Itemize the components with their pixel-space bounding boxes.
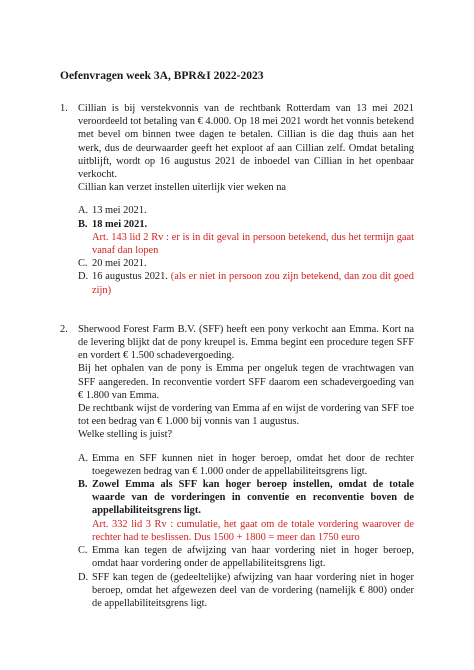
option-letter: C. <box>78 258 88 270</box>
question-prompt: Welke stelling is juist? <box>78 429 173 441</box>
question-number: 2. <box>60 323 68 335</box>
option-text: 18 mei 2021. <box>92 218 148 230</box>
question-text: Sherwood Forest Farm B.V. (SFF) heeft een pony verkocht aan Emma. Kort na de levering blijkt dat de pony kreupel is. Emma begint een procedure tegen SFF en vordert € 1.500 schadevergoeding. <box>78 323 414 362</box>
option-letter: B. <box>78 218 88 230</box>
option-text: Emma en SFF kunnen niet in hoger beroep, omdat het door de rechter toegewezen bedrag van € 1.000 onder de appellabiliteitsgrens ligt. <box>92 452 414 477</box>
option-content <box>92 270 414 296</box>
question-prompt: Cillian kan verzet instellen uiterlijk vier weken na <box>78 182 287 194</box>
question-1 <box>60 102 414 297</box>
answer-explanation: Art. 332 lid 3 Rv : cumulatie, het gaat om de totale vordering waarover de rechter had te beslissen. Dus 1500 + 1800 = meer dan 1750 euro <box>92 518 414 543</box>
option-c <box>78 257 414 270</box>
option-letter: A. <box>78 452 89 464</box>
question-2 <box>60 323 414 610</box>
option-note: (als er niet in persoon zou zijn betekend, dan zou dit goed zijn) <box>92 271 414 296</box>
option-text: 16 augustus 2021. <box>92 271 168 283</box>
option-text: SFF kan tegen de (gedeeltelijke) afwijzing van haar vordering niet in hoger beroep, omdat het afgewezen deel van de vordering (namelijk € 800) onder de appellabiliteitsgrens ligt. <box>92 571 414 609</box>
option-text: 13 mei 2021. <box>92 205 147 217</box>
question-text: Cillian is bij verstekvonnis van de rechtbank Rotterdam van 13 mei 2021 veroordeeld tot betaling van € 4.000. Op 18 mei 2021 wordt het vonnis betekend met bevel om binnen twee dagen te betalen. Cillian is die dag thuis aan het werk, dus de deurwaarder geeft het exploot af aan Cillian zelf. Omdat betaling uitblijft, wordt op 16 augustus 2021 de inboedel van Cillian in het openbaar verkocht. <box>78 103 414 181</box>
option-content <box>92 478 414 544</box>
option-letter: B. <box>78 479 88 491</box>
question-body <box>78 323 414 610</box>
option-d <box>78 571 414 611</box>
question-number: 1. <box>60 103 68 114</box>
option-content <box>92 218 414 258</box>
question-text: De rechtbank wijst de vordering van Emma af en wijst de vordering van SFF toe tot een bedrag van € 1.000 bij vonnis van 1 augustus. <box>78 403 414 428</box>
option-a <box>78 204 414 217</box>
option-d <box>78 270 414 296</box>
option-a <box>78 452 414 478</box>
answer-explanation: Art. 143 lid 2 Rv : er is in dit geval in persoon betekend, dus het termijn gaat vanaf dan lopen <box>92 231 414 257</box>
option-b <box>78 218 414 258</box>
answer-options <box>78 204 414 296</box>
option-text: 20 mei 2021. <box>92 258 147 270</box>
option-letter: D. <box>78 571 89 583</box>
option-text: Emma kan tegen de afwijzing van haar vordering niet in hoger beroep, omdat haar vordering onder de appellabiliteitsgrens ligt. <box>92 545 414 570</box>
option-c <box>78 544 414 570</box>
option-letter: A. <box>78 205 89 217</box>
option-letter: C. <box>78 545 88 557</box>
answer-options <box>78 452 414 610</box>
question-body <box>78 102 414 297</box>
option-text: Zowel Emma als SFF kan hoger beroep instellen, omdat de totale waarde van de vorderingen in conventie en reconventie boven de appellabiliteitsgrens ligt. <box>92 479 414 517</box>
option-b <box>78 478 414 544</box>
option-letter: D. <box>78 271 89 283</box>
question-text: Bij het ophalen van de pony is Emma per ongeluk tegen de vrachtwagen van SFF aangereden. In reconventie vordert SFF daarom een schadevergoeding van € 1.800 van Emma. <box>78 363 414 401</box>
document-title: Oefenvragen week 3A, BPR&I 2022-2023 <box>60 70 264 82</box>
